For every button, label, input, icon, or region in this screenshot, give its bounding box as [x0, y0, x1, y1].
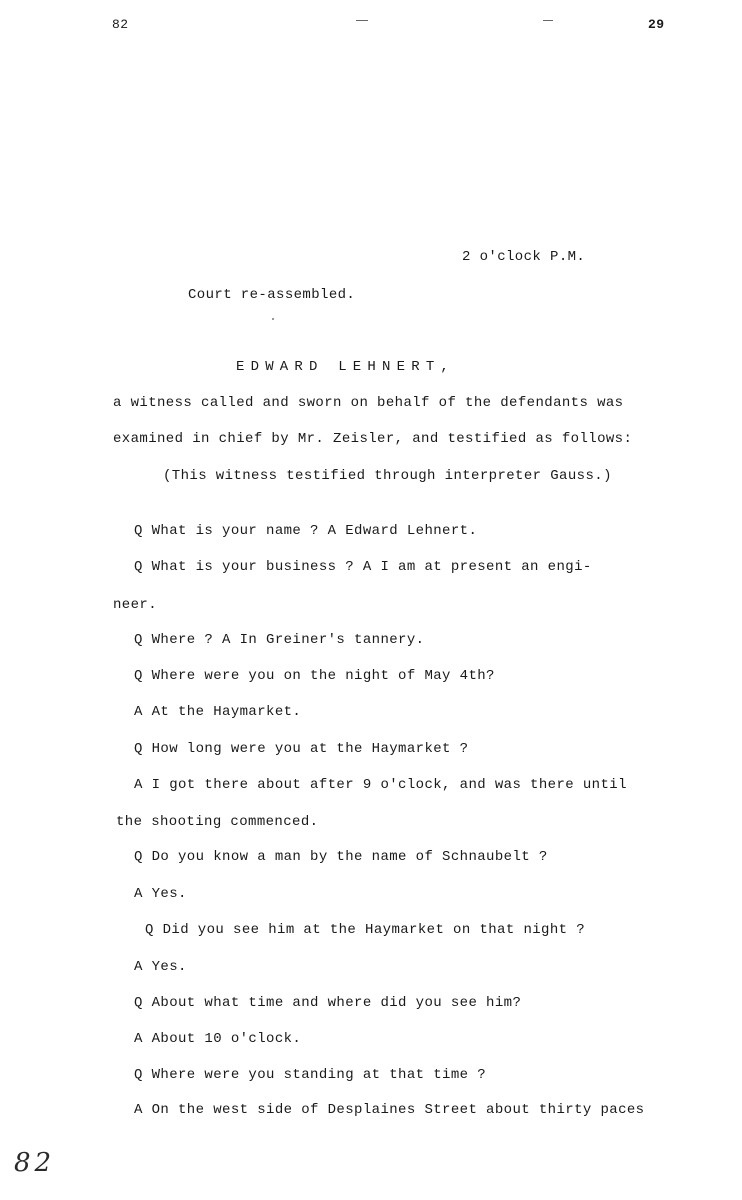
- ink-mark: [356, 20, 368, 21]
- testimony-line: Q Did you see him at the Haymarket on that night ?: [145, 922, 586, 938]
- testimony-line: Q Where were you standing at that time ?: [134, 1067, 487, 1083]
- testimony-line: Q What is your name ? A Edward Lehnert.: [134, 523, 478, 539]
- testimony-line: Q Do you know a man by the name of Schnaubelt ?: [134, 849, 548, 865]
- interpreter-note: (This witness testified through interpreter Gauss.): [163, 468, 612, 484]
- witness-intro-line: examined in chief by Mr. Zeisler, and testified as follows:: [113, 431, 633, 447]
- testimony-line: Q How long were you at the Haymarket ?: [134, 741, 469, 757]
- page-number-left: 82: [112, 17, 129, 32]
- testimony-line: A Yes.: [134, 886, 187, 902]
- testimony-line: Q Where ? A In Greiner's tannery.: [134, 632, 425, 648]
- session-time: 2 o'clock P.M.: [462, 249, 586, 265]
- court-note: Court re-assembled.: [188, 287, 356, 303]
- ink-speck: [272, 318, 274, 320]
- handwritten-page-number: 82: [14, 1148, 56, 1178]
- testimony-line: A About 10 o'clock.: [134, 1031, 302, 1047]
- witness-intro-line: a witness called and sworn on behalf of the defendants was: [113, 395, 624, 411]
- testimony-line: A Yes.: [134, 959, 187, 975]
- ink-mark: [543, 20, 553, 21]
- testimony-line: the shooting commenced.: [116, 814, 319, 830]
- testimony-line: Q About what time and where did you see him?: [134, 995, 522, 1011]
- page-number-right: 29: [648, 17, 665, 32]
- testimony-line: Q Where were you on the night of May 4th?: [134, 668, 495, 684]
- testimony-line: A On the west side of Desplaines Street about thirty paces: [134, 1102, 645, 1118]
- testimony-line: neer.: [113, 597, 158, 613]
- testimony-line: A I got there about after 9 o'clock, and was there until: [134, 777, 627, 793]
- witness-name-heading: EDWARD LEHNERT,: [236, 359, 456, 375]
- testimony-line: Q What is your business ? A I am at present an engi-: [134, 559, 592, 575]
- testimony-line: A At the Haymarket.: [134, 704, 302, 720]
